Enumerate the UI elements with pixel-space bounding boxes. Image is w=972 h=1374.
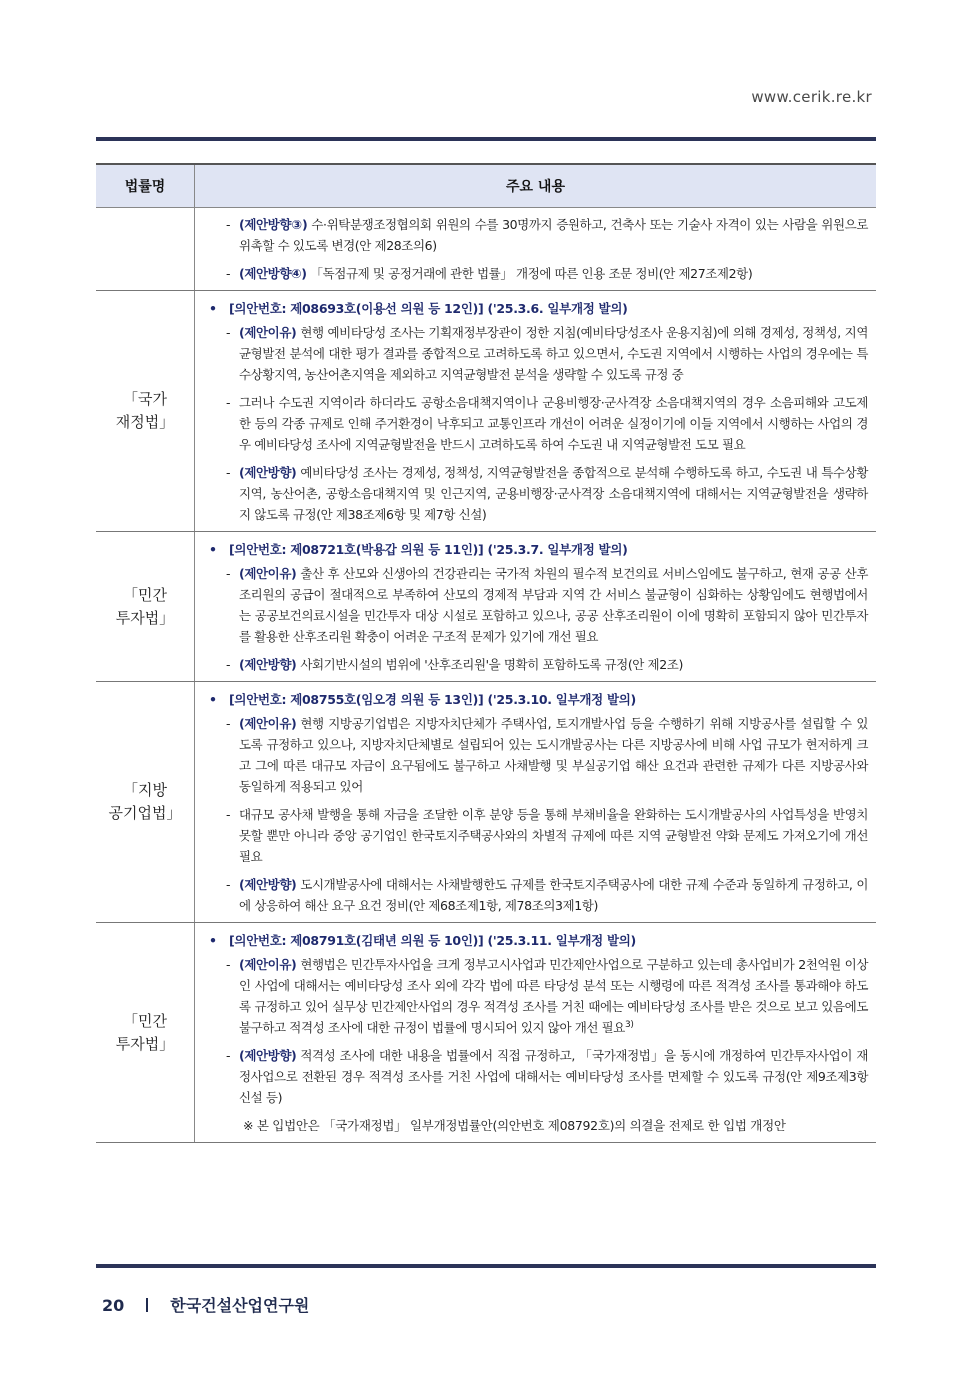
item-text: 수·위탁분쟁조정협의회 위원의 수를 30명까지 증원하고, 건축사 또는 기술사 자격이 있는 사람을 위원으로 위촉할 수 있도록 변경(안 제28조의6) <box>239 217 868 253</box>
table-row <box>96 532 876 682</box>
item-text: 현행법은 민간투자사업을 크게 정부고시사업과 민간제안사업으로 구분하고 있는데 총사업비가 2천억원 이상인 사업에 대해서는 예비타당성 조사 외에 각각 법에 따른 타당성 분석 또는 시행령에 따른 적격성 조사를 통과해야 하도록 규정하고 있어 실무상 민간제안사업의 경우 적격성 조사를 거친 때에는 예비타당성 조사를 받은 것으로 보고 있음에도 불구하고 적격성 조사에 대한 규정이 법률에 명시되어 있지 않아 개선 필요 <box>239 957 868 1035</box>
list-item <box>203 954 868 1038</box>
content-cell <box>195 208 877 291</box>
site-url[interactable]: www.cerik.re.kr <box>751 88 872 106</box>
bill-info: • [의안번호: 제08721호(박용갑 의원 등 11인)] ('25.3.7. 일부개정 발의) <box>203 539 868 561</box>
item-tag: (제안방향④) <box>239 266 307 281</box>
item-tag: (제안방향) <box>239 657 297 672</box>
item-tag: (제안이유) <box>239 325 297 340</box>
law-name-cell <box>96 208 195 291</box>
law-name-line: 「지방 <box>123 781 167 799</box>
content-cell <box>195 291 877 532</box>
item-tag: (제안이유) <box>239 716 297 731</box>
list-item <box>203 214 868 256</box>
item-text: 사회기반시설의 범위에 '산후조리원'을 명확히 포함하도록 규정(안 제2조) <box>300 657 683 672</box>
item-tag: (제안방향) <box>239 465 297 480</box>
law-name-line: 재정법」 <box>115 413 175 431</box>
item-text: 도시개발공사에 대해서는 사채발행한도 규제를 한국토지주택공사에 대한 규제 수준과 동일하게 규정하고, 이에 상응하여 해산 요구 요건 정비(안 제68조제1항, 제78조의3제1항) <box>239 877 868 913</box>
law-table <box>96 163 876 1143</box>
list-item <box>203 1045 868 1108</box>
bill-info: • [의안번호: 제08755호(임오경 의원 등 13인)] ('25.3.10. 일부개정 발의) <box>203 689 868 711</box>
law-name-line: 투자법」 <box>115 1034 175 1053</box>
item-tag: (제안방향) <box>239 1048 297 1063</box>
content-cell <box>195 682 877 923</box>
footer-separator <box>146 1298 148 1312</box>
bill-info: • [의안번호: 제08693호(이용선 의원 등 12인)] ('25.3.6. 일부개정 발의) <box>203 298 868 320</box>
note: ※ 본 입법안은 「국가재정법」 일부개정법률안(의안번호 제08792호)의 의결을 전제로 한 입법 개정안 <box>243 1118 786 1133</box>
top-rule <box>96 137 876 141</box>
list-item <box>203 322 868 385</box>
item-tag: (제안이유) <box>239 957 297 972</box>
law-name-cell <box>96 532 195 682</box>
item-text: 대규모 공사채 발행을 통해 자금을 조달한 이후 분양 등을 통해 부채비율을 완화하는 도시개발공사의 사업특성을 반영치 못할 뿐만 아니라 중앙 공기업인 한국토지주택공사와의 차별적 규제에 따른 지역 균형발전 약화 문제도 가져오기에 개선 필요 <box>239 807 868 864</box>
item-text: 예비타당성 조사는 경제성, 정책성, 지역균형발전을 종합적으로 분석해 수행하도록 하고, 수도권 내 특수상황지역, 농산어촌, 공항소음대책지역 및 인근지역, 군용비행장·군사격장 소음대책지역에 대해서는 지역균형발전을 생략하지 않도록 규정(안 제38조제6항 및 제7항 신설) <box>239 465 868 522</box>
item-tag: (제안방향③) <box>239 217 308 232</box>
list-item <box>203 462 868 525</box>
list-item <box>203 804 868 867</box>
column-header-content: 주요 내용 <box>195 164 877 208</box>
law-name-line: 「민간 <box>123 585 167 604</box>
item-text: 「독점규제 및 공정거래에 관한 법률」 개정에 따른 인용 조문 정비(안 제27조제2항) <box>310 266 753 281</box>
column-header-law: 법률명 <box>96 164 195 208</box>
table-row <box>96 208 876 291</box>
table-row <box>96 291 876 532</box>
list-item <box>203 563 868 647</box>
bill-info: • [의안번호: 제08791호(김태년 의원 등 10인)] ('25.3.11. 일부개정 발의) <box>203 930 868 952</box>
item-text: 출산 후 산모와 신생아의 건강관리는 국가적 차원의 필수적 보건의료 서비스임에도 불구하고, 현재 공공 산후조리원의 공급이 절대적으로 부족하여 산모의 경제적 부담과 지역 간 서비스 불균형이 심화하는 상황임에도 현행법에서는 공공보건의료시설을 민간투자 대상 시설로 포함하고 있으나, 공공 산후조리원이 이에 명확히 포함되지 않아 민간투자를 활용한 산후조리원 확충이 어려운 구조적 문제가 있기에 개선 필요 <box>239 566 868 644</box>
law-name-line: 「국가 <box>123 390 167 408</box>
list-item <box>203 263 868 284</box>
table-row <box>96 923 876 1143</box>
item-text: 적격성 조사에 대한 내용을 법률에서 직접 규정하고, 「국가재정법」을 동시에 개정하여 민간투자사업이 재정사업으로 전환된 경우 적격성 조사를 거친 사업에 대해서는 예비타당성 조사를 면제할 수 있도록 규정(안 제9조제3항 신설 등) <box>239 1048 868 1105</box>
content-cell <box>195 923 877 1143</box>
item-text: 현행 지방공기업법은 지방자치단체가 주택사업, 토지개발사업 등을 수행하기 위해 지방공사를 설립할 수 있도록 규정하고 있으나, 지방자치단체별로 설립되어 있는 도시개발공사는 다른 지방공사에 비해 사업 규모가 현저하게 크고 그에 따른 대규모 자금이 요구됨에도 불구하고 사채발행 및 부실공기업 해산 요건과 관련한 규제가 다른 지방공사와 동일하게 적용되고 있어 <box>239 716 868 794</box>
list-item <box>203 874 868 916</box>
item-tag: (제안이유) <box>239 566 297 581</box>
footer-org: 한국건설산업연구원 <box>170 1296 310 1315</box>
page-number: 20 <box>102 1296 125 1315</box>
law-name-line: 공기업법」 <box>108 804 182 822</box>
footer <box>102 1293 309 1316</box>
footnote-ref[interactable]: 3) <box>625 1019 634 1030</box>
item-text: 현행 예비타당성 조사는 기획재정부장관이 정한 지침(예비타당성조사 운용지침)에 의해 경제성, 정책성, 지역균형발전 분석에 대한 평가 결과를 종합적으로 고려하도록 하고 있으면서, 수도권 지역에서 시행하는 사업의 경우에는 특수상황지역, 농산어촌지역을 제외하고 지역균형발전 분석을 생략할 수 있도록 규정 중 <box>239 325 868 382</box>
list-item <box>203 654 868 675</box>
item-tag: (제안방향) <box>239 877 297 892</box>
bottom-rule <box>96 1264 876 1268</box>
content-cell <box>195 532 877 682</box>
law-name-cell <box>96 291 195 532</box>
table-row <box>96 682 876 923</box>
list-item <box>203 713 868 797</box>
table-header-row <box>96 164 876 208</box>
item-text: 그러나 수도권 지역이라 하더라도 공항소음대책지역이나 군용비행장·군사격장 소음대책지역의 경우 소음피해와 고도제한 등의 각종 규제로 인해 주거환경이 낙후되고 교통인프라 개선이 어려운 실정이기에 이들 지역에서 시행하는 사업의 경우 예비타당성 조사에 지역균형발전을 반드시 고려하도록 하여 수도권 내 지역균형발전 도모 필요 <box>239 395 868 452</box>
law-name-cell <box>96 923 195 1143</box>
law-name-line: 「민간 <box>123 1011 167 1030</box>
law-name-line: 투자법」 <box>115 608 175 627</box>
law-name-cell <box>96 682 195 923</box>
list-item <box>203 392 868 455</box>
